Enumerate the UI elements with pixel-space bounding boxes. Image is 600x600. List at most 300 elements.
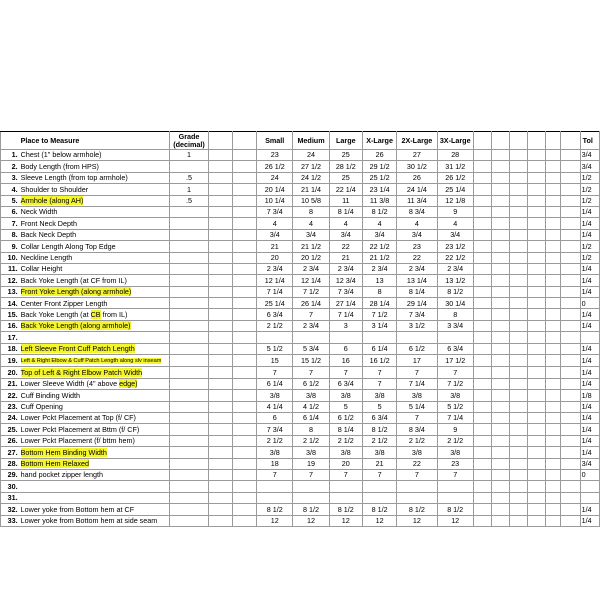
grade-cell	[170, 515, 208, 526]
blank-cell	[491, 298, 509, 309]
blank-cell	[473, 172, 491, 183]
tolerance-cell: 3/4	[580, 150, 599, 161]
table-row	[1, 195, 600, 206]
size-small-cell: 7 3/4	[257, 206, 293, 217]
size-xlarge-cell: 12	[362, 515, 396, 526]
blank-cell	[528, 458, 546, 469]
size-xlarge-cell: 7	[362, 469, 396, 480]
size-medium-cell: 24 1/2	[293, 172, 329, 183]
table-row	[1, 161, 600, 172]
blank-cell	[546, 515, 560, 526]
row-number: 18.	[1, 343, 19, 354]
blank-cell	[491, 355, 509, 367]
size-xlarge-cell: 22 1/2	[362, 241, 396, 252]
blank-cell	[560, 413, 580, 424]
size-medium-cell: 3/8	[293, 390, 329, 401]
blank-cell	[560, 515, 580, 526]
blank-cell	[510, 184, 528, 195]
blank-cell	[546, 469, 560, 480]
size-small-cell: 20	[257, 252, 293, 263]
table-row	[1, 218, 600, 229]
highlighted-text: Left Sleeve Front Cuff Patch Length	[20, 344, 135, 354]
place-text: Collar Length Along Top Edge	[20, 241, 116, 251]
tolerance-cell: 1/4	[580, 206, 599, 217]
size-small-cell: 15	[257, 355, 293, 367]
blank-cell	[232, 481, 256, 492]
blank-cell	[546, 172, 560, 183]
size-medium-cell: 12 1/4	[293, 275, 329, 286]
blank-cell	[510, 286, 528, 297]
size-small-cell: 4 1/4	[257, 401, 293, 412]
size-large-cell	[329, 492, 362, 503]
size-small-cell: 21	[257, 241, 293, 252]
size-medium-cell: 6 1/2	[293, 378, 329, 389]
place-text: Chest (1" below armhole)	[20, 150, 102, 160]
place-to-measure-cell	[19, 206, 170, 217]
tolerance-cell: 1/4	[580, 413, 599, 424]
blank-cell	[510, 424, 528, 435]
size-large-cell: 5	[329, 401, 362, 412]
blank-cell	[546, 252, 560, 263]
tolerance-cell: 3/4	[580, 161, 599, 172]
blank-cell	[560, 355, 580, 367]
size-3xlarge-cell: 3/4	[437, 229, 473, 240]
size-3xlarge-cell: 2 3/4	[437, 263, 473, 274]
size-small-cell	[257, 481, 293, 492]
table-row	[1, 435, 600, 446]
blank-cell	[560, 492, 580, 503]
blank-cell	[491, 424, 509, 435]
blank-cell	[510, 195, 528, 206]
blank-cell	[208, 435, 232, 446]
size-3xlarge-cell: 3/8	[437, 447, 473, 458]
size-medium-cell: 20 1/2	[293, 252, 329, 263]
place-to-measure-cell	[19, 252, 170, 263]
size-small-cell: 7 1/4	[257, 286, 293, 297]
place-to-measure-cell	[19, 172, 170, 183]
blank-cell	[473, 218, 491, 229]
size-xlarge-cell: 21 1/2	[362, 252, 396, 263]
blank-cell	[208, 218, 232, 229]
size-2xlarge-cell: 27	[397, 150, 437, 161]
size-large-cell	[329, 481, 362, 492]
size-3xlarge-cell: 8	[437, 309, 473, 320]
blank-cell	[473, 241, 491, 252]
tolerance-cell	[580, 492, 599, 503]
table-row	[1, 275, 600, 286]
table-row	[1, 229, 600, 240]
size-small-cell: 18	[257, 458, 293, 469]
blank-cell	[473, 184, 491, 195]
blank-cell	[473, 206, 491, 217]
place-text: Shoulder to Shoulder	[20, 184, 89, 194]
blank-cell	[560, 378, 580, 389]
place-to-measure-cell	[19, 332, 170, 343]
blank-cell	[473, 343, 491, 354]
blank-cell	[528, 252, 546, 263]
place-text: Back Neck Depth	[20, 230, 77, 240]
size-large-cell: 2 3/4	[329, 263, 362, 274]
blank-cell	[491, 286, 509, 297]
blank-cell	[528, 343, 546, 354]
blank-cell	[546, 504, 560, 515]
grade-cell	[170, 332, 208, 343]
size-2xlarge-cell: 22	[397, 252, 437, 263]
size-3xlarge-cell: 25 1/4	[437, 184, 473, 195]
size-xlarge-cell: 3 1/4	[362, 320, 396, 331]
header-grade-line: (decimal)	[173, 139, 205, 149]
tolerance-cell: 1/2	[580, 172, 599, 183]
blank-cell	[510, 447, 528, 458]
size-small-cell	[257, 492, 293, 503]
blank-cell	[232, 229, 256, 240]
size-large-cell: 25	[329, 172, 362, 183]
size-xlarge-cell	[362, 332, 396, 343]
blank-cell	[473, 492, 491, 503]
row-number: 21.	[1, 378, 19, 389]
size-3xlarge-cell: 3 3/4	[437, 320, 473, 331]
table-row	[1, 286, 600, 297]
place-to-measure-cell	[19, 481, 170, 492]
blank-cell	[491, 263, 509, 274]
blank-cell	[208, 332, 232, 343]
blank-cell	[528, 161, 546, 172]
size-large-cell: 22	[329, 241, 362, 252]
size-small-cell: 8 1/2	[257, 504, 293, 515]
size-xlarge-cell: 13	[362, 275, 396, 286]
size-2xlarge-cell: 8 1/4	[397, 286, 437, 297]
blank-cell	[528, 275, 546, 286]
row-number: 16.	[1, 320, 19, 331]
size-xlarge-cell: 25 1/2	[362, 172, 396, 183]
size-xlarge-cell: 8 1/2	[362, 424, 396, 435]
size-medium-cell: 7	[293, 469, 329, 480]
tolerance-cell: 1/8	[580, 390, 599, 401]
blank-cell	[208, 309, 232, 320]
size-medium-cell: 21 1/2	[293, 241, 329, 252]
size-small-cell	[257, 332, 293, 343]
row-number: 6.	[1, 206, 19, 217]
size-2xlarge-cell	[397, 332, 437, 343]
size-large-cell: 16	[329, 355, 362, 367]
highlighted-text: Left & Right Elbow & Cuff Patch Length along slv inseam	[20, 358, 162, 365]
table-row	[1, 172, 600, 183]
place-to-measure-cell	[19, 298, 170, 309]
place-to-measure-cell	[19, 447, 170, 458]
blank-cell	[546, 367, 560, 378]
row-number: 20.	[1, 367, 19, 378]
tolerance-cell: 1/4	[580, 286, 599, 297]
blank-cell	[510, 150, 528, 161]
blank-cell	[528, 172, 546, 183]
place-text: Body Length (from HPS)	[20, 161, 99, 171]
blank-cell	[473, 390, 491, 401]
blank-cell	[528, 447, 546, 458]
size-small-cell: 5 1/2	[257, 343, 293, 354]
blank-cell	[491, 458, 509, 469]
size-xlarge-cell: 29 1/2	[362, 161, 396, 172]
blank-cell	[528, 263, 546, 274]
grade-cell	[170, 367, 208, 378]
blank-cell	[546, 241, 560, 252]
place-text: Collar Height	[20, 264, 63, 274]
blank-cell	[232, 252, 256, 263]
size-large-cell: 3/4	[329, 229, 362, 240]
size-large-cell: 7 1/4	[329, 309, 362, 320]
row-number: 13.	[1, 286, 19, 297]
tolerance-cell: 1/4	[580, 263, 599, 274]
blank-cell	[473, 332, 491, 343]
blank-cell	[232, 286, 256, 297]
blank-cell	[546, 263, 560, 274]
blank-cell	[528, 492, 546, 503]
blank-cell	[510, 413, 528, 424]
size-medium-cell: 19	[293, 458, 329, 469]
blank-cell	[491, 401, 509, 412]
row-number: 32.	[1, 504, 19, 515]
size-large-cell: 7	[329, 367, 362, 378]
place-to-measure-cell	[19, 343, 170, 354]
place-text: from IL)	[100, 309, 128, 319]
blank-cell	[546, 343, 560, 354]
header-size-large: Large	[329, 132, 362, 150]
size-small-cell: 24	[257, 172, 293, 183]
grade-cell: .5	[170, 172, 208, 183]
table-row	[1, 343, 600, 354]
highlighted-text: CB	[90, 309, 101, 319]
row-number: 30.	[1, 481, 19, 492]
place-to-measure-cell	[19, 218, 170, 229]
row-number: 3.	[1, 172, 19, 183]
blank-cell	[208, 367, 232, 378]
blank-cell	[546, 218, 560, 229]
table-row	[1, 515, 600, 526]
size-2xlarge-cell: 6 1/2	[397, 343, 437, 354]
blank-cell	[491, 515, 509, 526]
blank-cell	[546, 229, 560, 240]
size-2xlarge-cell: 2 1/2	[397, 435, 437, 446]
blank-cell	[491, 275, 509, 286]
blank-cell	[473, 195, 491, 206]
blank-cell	[510, 252, 528, 263]
blank-cell	[473, 252, 491, 263]
tolerance-cell: 1/4	[580, 515, 599, 526]
tolerance-cell: 1/4	[580, 309, 599, 320]
blank-cell	[491, 492, 509, 503]
size-large-cell: 6 1/2	[329, 413, 362, 424]
grade-cell	[170, 458, 208, 469]
size-small-cell: 23	[257, 150, 293, 161]
size-small-cell: 2 3/4	[257, 263, 293, 274]
blank-cell	[232, 275, 256, 286]
blank-cell	[546, 492, 560, 503]
size-2xlarge-cell: 11 3/4	[397, 195, 437, 206]
size-medium-cell: 12	[293, 515, 329, 526]
blank-cell	[208, 343, 232, 354]
table-row	[1, 252, 600, 263]
size-xlarge-cell: 26	[362, 150, 396, 161]
blank-cell	[528, 320, 546, 331]
place-to-measure-cell	[19, 413, 170, 424]
size-2xlarge-cell: 7 1/4	[397, 378, 437, 389]
blank-cell	[546, 320, 560, 331]
table-row	[1, 469, 600, 480]
blank-cell	[510, 355, 528, 367]
blank-cell	[510, 332, 528, 343]
blank-cell	[560, 435, 580, 446]
size-medium-cell: 7	[293, 309, 329, 320]
blank-cell	[473, 424, 491, 435]
blank-cell	[510, 229, 528, 240]
size-medium-cell: 7 1/2	[293, 286, 329, 297]
blank-cell	[560, 320, 580, 331]
blank-cell	[528, 515, 546, 526]
size-medium-cell: 15 1/2	[293, 355, 329, 367]
blank-cell	[510, 309, 528, 320]
size-xlarge-cell: 6 1/4	[362, 343, 396, 354]
size-3xlarge-cell: 31 1/2	[437, 161, 473, 172]
tolerance-cell: 0	[580, 298, 599, 309]
tolerance-cell: 1/2	[580, 195, 599, 206]
blank-cell	[510, 298, 528, 309]
spec-sheet-table	[0, 131, 600, 527]
size-xlarge-cell: 3/8	[362, 390, 396, 401]
table-row	[1, 447, 600, 458]
blank-cell	[528, 504, 546, 515]
size-xlarge-cell: 7 1/2	[362, 309, 396, 320]
size-2xlarge-cell: 3/4	[397, 229, 437, 240]
blank-cell	[510, 161, 528, 172]
size-xlarge-cell: 7	[362, 378, 396, 389]
blank-cell	[208, 424, 232, 435]
size-small-cell: 4	[257, 218, 293, 229]
grade-cell	[170, 413, 208, 424]
blank-cell	[491, 320, 509, 331]
place-text: Lower Pckt Placement at Top (f/ CF)	[20, 413, 136, 423]
size-xlarge-cell: 3/4	[362, 229, 396, 240]
blank-cell	[560, 286, 580, 297]
size-xlarge-cell: 8 1/2	[362, 206, 396, 217]
size-large-cell: 27 1/4	[329, 298, 362, 309]
place-to-measure-cell	[19, 515, 170, 526]
size-small-cell: 2 1/2	[257, 435, 293, 446]
size-medium-cell: 4	[293, 218, 329, 229]
size-2xlarge-cell: 24 1/4	[397, 184, 437, 195]
header-blank	[208, 132, 232, 150]
blank-cell	[546, 378, 560, 389]
row-number: 17.	[1, 332, 19, 343]
size-medium-cell: 8	[293, 206, 329, 217]
blank-cell	[560, 218, 580, 229]
blank-cell	[546, 150, 560, 161]
highlighted-text: edge)	[119, 379, 138, 389]
blank-cell	[560, 241, 580, 252]
tolerance-cell: 3/4	[580, 458, 599, 469]
grade-cell	[170, 206, 208, 217]
size-small-cell: 12 1/4	[257, 275, 293, 286]
place-text: Neck Width	[20, 207, 58, 217]
size-large-cell: 7	[329, 469, 362, 480]
blank-cell	[528, 424, 546, 435]
blank-cell	[560, 298, 580, 309]
blank-cell	[528, 413, 546, 424]
blank-cell	[528, 469, 546, 480]
place-to-measure-cell	[19, 492, 170, 503]
size-3xlarge-cell: 7	[437, 367, 473, 378]
highlighted-text: Armhole (along AH)	[20, 196, 84, 206]
size-3xlarge-cell: 9	[437, 424, 473, 435]
size-medium-cell	[293, 481, 329, 492]
size-2xlarge-cell: 7	[397, 367, 437, 378]
row-number: 5.	[1, 195, 19, 206]
header-size-medium: Medium	[293, 132, 329, 150]
blank-cell	[208, 355, 232, 367]
size-3xlarge-cell: 17 1/2	[437, 355, 473, 367]
grade-cell: .5	[170, 195, 208, 206]
header-blank	[510, 132, 528, 150]
table-row	[1, 390, 600, 401]
blank-cell	[208, 206, 232, 217]
size-2xlarge-cell: 23	[397, 241, 437, 252]
blank-cell	[473, 481, 491, 492]
blank-cell	[208, 298, 232, 309]
row-number: 2.	[1, 161, 19, 172]
size-3xlarge-cell: 12 1/8	[437, 195, 473, 206]
size-3xlarge-cell	[437, 481, 473, 492]
blank-cell	[208, 492, 232, 503]
place-to-measure-cell	[19, 367, 170, 378]
blank-cell	[528, 367, 546, 378]
blank-cell	[546, 309, 560, 320]
blank-cell	[208, 161, 232, 172]
blank-cell	[208, 413, 232, 424]
tolerance-cell: 1/4	[580, 229, 599, 240]
highlighted-text: Front Yoke Length (along armhole)	[20, 287, 132, 297]
blank-cell	[491, 469, 509, 480]
place-text: Lower yoke from Bottom hem at side seam	[20, 516, 158, 525]
grade-cell	[170, 343, 208, 354]
blank-cell	[560, 161, 580, 172]
size-small-cell: 7	[257, 469, 293, 480]
size-xlarge-cell: 8	[362, 286, 396, 297]
row-number: 12.	[1, 275, 19, 286]
grade-cell	[170, 229, 208, 240]
place-text: Back Yoke Length (at CF from IL)	[20, 275, 127, 285]
size-2xlarge-cell: 3 1/2	[397, 320, 437, 331]
blank-cell	[232, 320, 256, 331]
size-3xlarge-cell: 13 1/2	[437, 275, 473, 286]
tolerance-cell: 1/4	[580, 378, 599, 389]
size-medium-cell: 6 1/4	[293, 413, 329, 424]
header-place-to-measure: Place to Measure	[19, 132, 170, 150]
size-xlarge-cell	[362, 492, 396, 503]
blank-cell	[560, 275, 580, 286]
grade-cell	[170, 481, 208, 492]
size-xlarge-cell: 11 3/8	[362, 195, 396, 206]
header-blank	[528, 132, 546, 150]
blank-cell	[473, 378, 491, 389]
tolerance-cell: 1/4	[580, 447, 599, 458]
table-row	[1, 481, 600, 492]
row-number: 8.	[1, 229, 19, 240]
size-large-cell: 2 1/2	[329, 435, 362, 446]
blank-cell	[473, 401, 491, 412]
size-small-cell: 6	[257, 413, 293, 424]
blank-cell	[491, 367, 509, 378]
blank-cell	[232, 355, 256, 367]
grade-cell	[170, 309, 208, 320]
size-3xlarge-cell: 4	[437, 218, 473, 229]
